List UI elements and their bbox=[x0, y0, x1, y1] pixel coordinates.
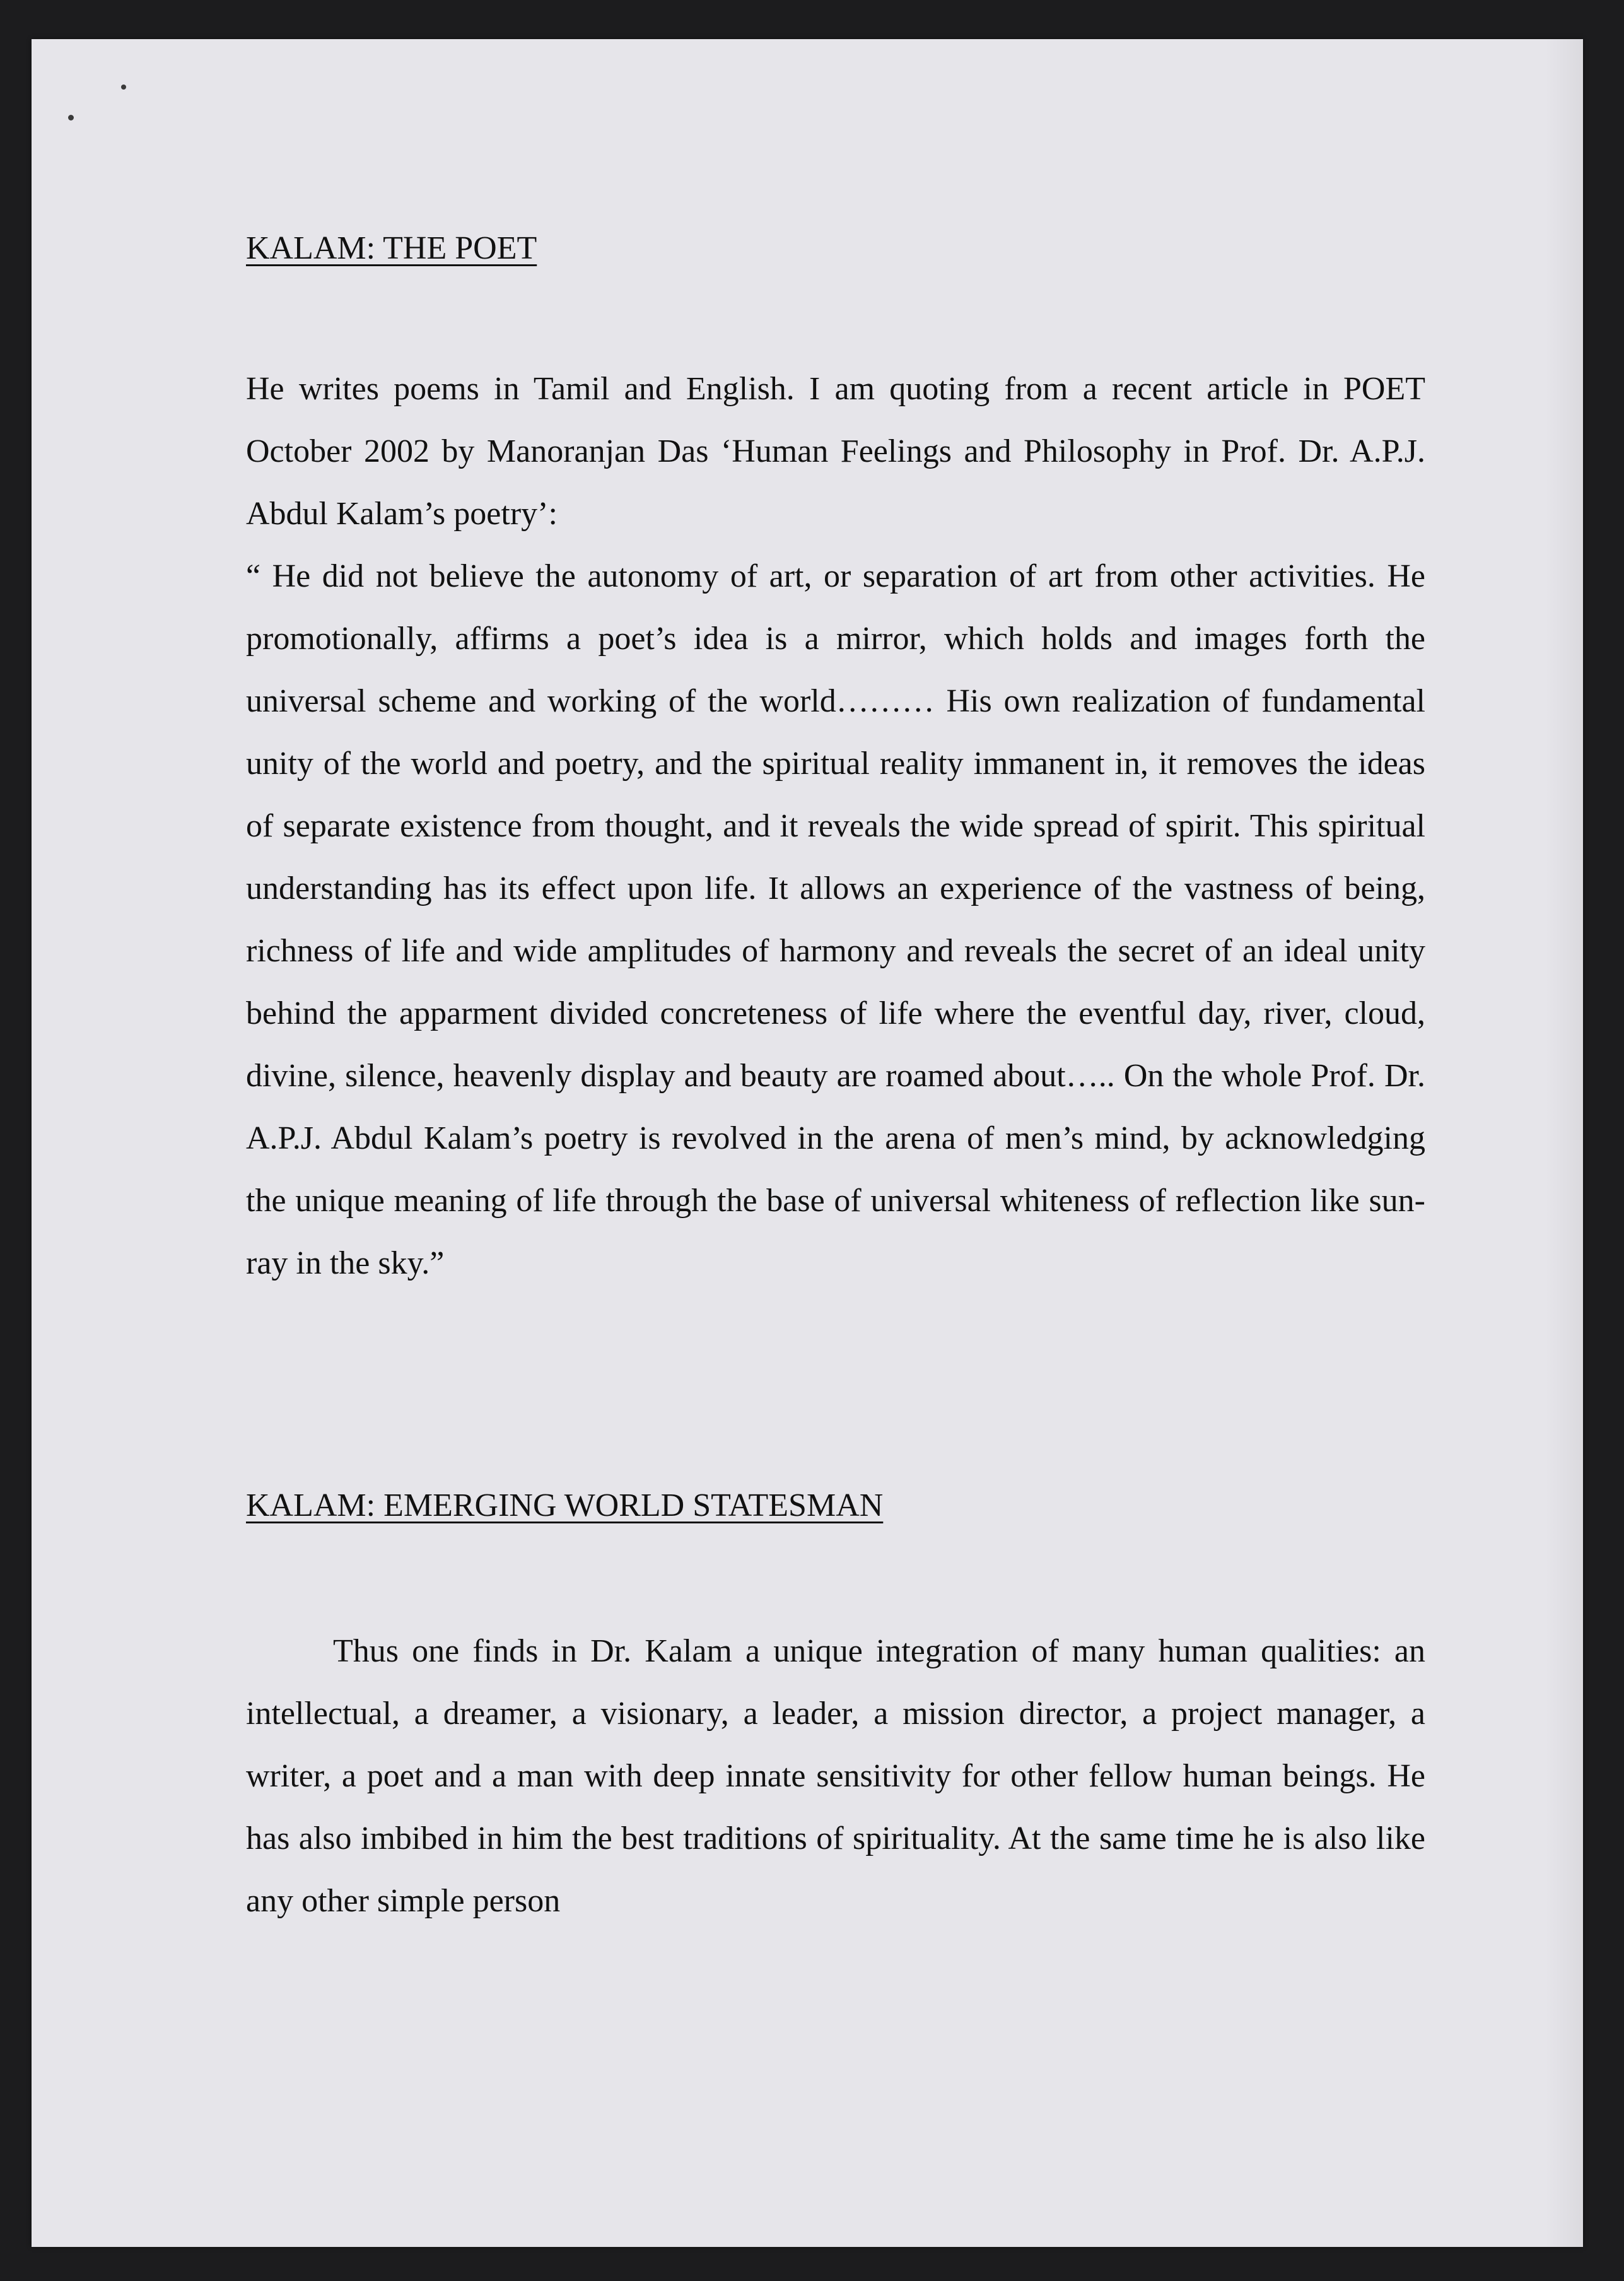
paper-speck bbox=[68, 115, 74, 120]
section-heading-statesman: KALAM: EMERGING WORLD STATESMAN bbox=[246, 1487, 884, 1523]
section-heading-poet: KALAM: THE POET bbox=[246, 230, 537, 266]
paper-speck bbox=[121, 85, 126, 90]
intro-paragraph: He writes poems in Tamil and English. I am quoting from a recent article in POET October 2002 by Manoranjan Das ‘Human Feelings and Philosophy in Prof. Dr. A.P.J. Abdul Kalam’s poetry’: bbox=[246, 371, 1425, 532]
paper-edge-shade bbox=[1545, 39, 1583, 2247]
statesman-paragraph: Thus one finds in Dr. Kalam a unique integration of many human qualities: an intellectual, a dreamer, a visionary, a leader, a mission director, a project manager, a writer, a poet and a man with deep innate sensitivity for other fellow human beings. He has also imbibed in him the best traditions of spirituality. At the same time he is also like any other simple person bbox=[246, 1633, 1425, 1919]
quote-paragraph: “ He did not believe the autonomy of art, or separation of art from other activities. He promotionally, affirms a poet’s idea is a mirror, which holds and images forth the universal scheme and working of the world……… His own realization of fundamental unity of the world and poetry, and the spiritual reality immanent in, it removes the ideas of separate existence from thought, and it reveals the wide spread of spirit. This spiritual understanding has its effect upon life. It allows an experience of the vastness of being, richness of life and wide amplitudes of harmony and reveals the secret of an ideal unity behind the apparment divided concreteness of life where the eventful day, river, cloud, divine, silence, heavenly display and beauty are roamed about….. On the whole Prof. Dr. A.P.J. Abdul Kalam’s poetry is revolved in the arena of men’s mind, by acknowledging the unique meaning of life through the base of universal whiteness of reflection like sun-ray in the sky.” bbox=[246, 558, 1425, 1281]
paper-sheet bbox=[32, 39, 1583, 2247]
